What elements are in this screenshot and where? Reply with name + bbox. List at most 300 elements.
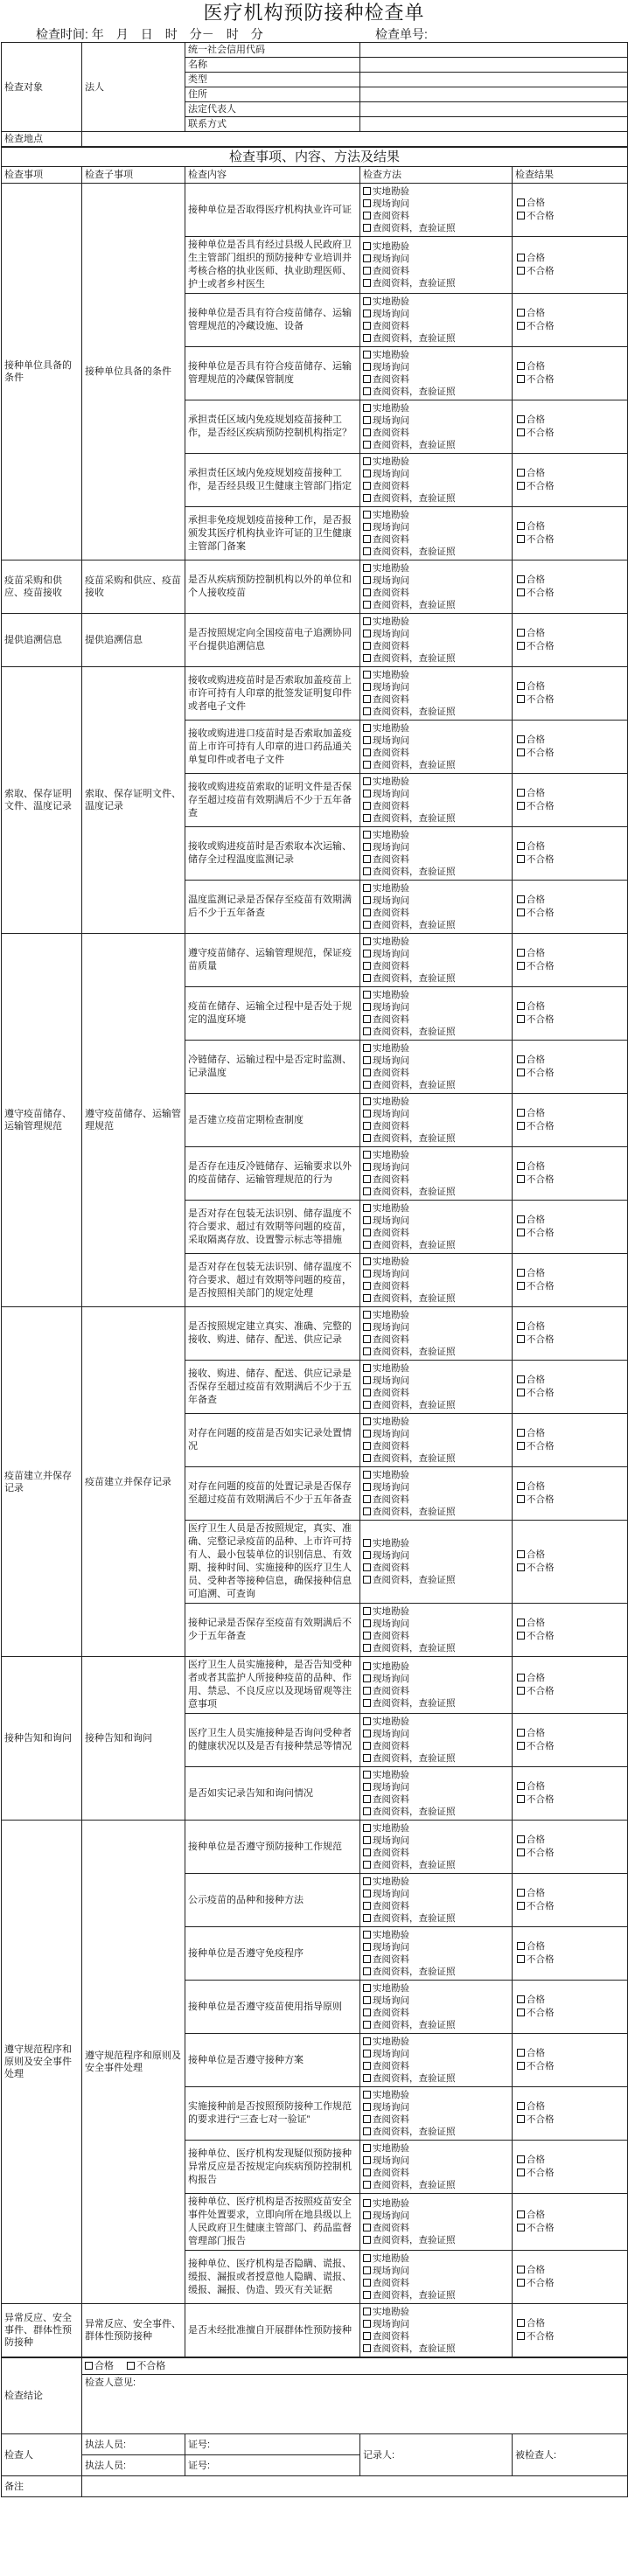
result-checkbox[interactable] bbox=[517, 428, 525, 436]
method-option[interactable] bbox=[363, 185, 509, 198]
result-checkbox[interactable] bbox=[517, 1495, 525, 1503]
method-checkbox[interactable] bbox=[363, 1216, 371, 1224]
method-checkbox[interactable] bbox=[363, 671, 371, 679]
method-option[interactable] bbox=[363, 1562, 509, 1574]
method-checkbox[interactable] bbox=[363, 867, 371, 875]
result-checkbox[interactable] bbox=[517, 1742, 525, 1750]
method-option[interactable] bbox=[363, 1362, 509, 1375]
result-option[interactable] bbox=[515, 2264, 625, 2277]
result-option[interactable] bbox=[515, 587, 625, 600]
method-option[interactable] bbox=[363, 1416, 509, 1428]
method-option[interactable] bbox=[363, 253, 509, 265]
method-option[interactable] bbox=[363, 693, 509, 706]
method-checkbox[interactable] bbox=[363, 1539, 371, 1547]
result-checkbox[interactable] bbox=[517, 1729, 525, 1737]
method-checkbox[interactable] bbox=[363, 1270, 371, 1278]
method-option[interactable] bbox=[363, 747, 509, 759]
result-option[interactable] bbox=[515, 1793, 625, 1807]
method-option[interactable] bbox=[363, 866, 509, 878]
result-checkbox[interactable] bbox=[517, 748, 525, 756]
method-checkbox[interactable] bbox=[363, 441, 371, 449]
result-option[interactable] bbox=[515, 1374, 625, 1387]
result-checkbox[interactable] bbox=[517, 1942, 525, 1950]
method-option[interactable] bbox=[363, 1096, 509, 1108]
result-option[interactable] bbox=[515, 2060, 625, 2073]
result-checkbox[interactable] bbox=[517, 1175, 525, 1183]
method-checkbox[interactable] bbox=[363, 1824, 371, 1832]
method-checkbox[interactable] bbox=[363, 1241, 371, 1249]
method-checkbox[interactable] bbox=[363, 1015, 371, 1023]
method-option[interactable] bbox=[363, 1055, 509, 1067]
method-checkbox[interactable] bbox=[363, 1495, 371, 1503]
result-option[interactable] bbox=[515, 2167, 625, 2180]
method-option[interactable] bbox=[363, 1186, 509, 1198]
method-checkbox[interactable] bbox=[363, 1836, 371, 1844]
method-checkbox[interactable] bbox=[363, 416, 371, 424]
method-checkbox[interactable] bbox=[363, 831, 371, 839]
method-option[interactable] bbox=[363, 2048, 509, 2060]
method-option[interactable] bbox=[363, 1173, 509, 1186]
result-option[interactable] bbox=[515, 1120, 625, 1133]
method-option[interactable] bbox=[363, 521, 509, 533]
method-checkbox[interactable] bbox=[363, 1742, 371, 1750]
method-checkbox[interactable] bbox=[363, 1717, 371, 1725]
method-option[interactable] bbox=[363, 2007, 509, 2019]
method-option[interactable] bbox=[363, 1292, 509, 1305]
method-option[interactable] bbox=[363, 1227, 509, 1239]
method-checkbox[interactable] bbox=[363, 404, 371, 412]
result-checkbox[interactable] bbox=[517, 1995, 525, 2003]
method-option[interactable] bbox=[363, 1888, 509, 1900]
method-checkbox[interactable] bbox=[363, 2156, 371, 2164]
method-option[interactable] bbox=[363, 1995, 509, 2007]
result-checkbox[interactable] bbox=[517, 1674, 525, 1681]
result-checkbox[interactable] bbox=[517, 254, 525, 261]
method-option[interactable] bbox=[363, 1452, 509, 1465]
method-option[interactable] bbox=[363, 1280, 509, 1292]
result-checkbox[interactable] bbox=[517, 2224, 525, 2231]
recorder[interactable]: 记录人: bbox=[360, 2434, 513, 2476]
method-option[interactable] bbox=[363, 1900, 509, 1912]
method-option[interactable] bbox=[363, 1549, 509, 1562]
method-checkbox[interactable] bbox=[363, 2009, 371, 2016]
result-option[interactable] bbox=[515, 252, 625, 265]
method-checkbox[interactable] bbox=[363, 547, 371, 555]
method-option[interactable] bbox=[363, 468, 509, 480]
method-checkbox[interactable] bbox=[363, 748, 371, 756]
method-checkbox[interactable] bbox=[363, 1151, 371, 1159]
method-checkbox[interactable] bbox=[363, 2279, 371, 2287]
method-option[interactable] bbox=[363, 373, 509, 386]
method-checkbox[interactable] bbox=[363, 909, 371, 916]
result-option[interactable] bbox=[515, 1320, 625, 1333]
result-option[interactable] bbox=[515, 2277, 625, 2290]
method-checkbox[interactable] bbox=[363, 1783, 371, 1791]
method-option[interactable] bbox=[363, 1375, 509, 1387]
result-option[interactable] bbox=[515, 1013, 625, 1027]
result-checkbox[interactable] bbox=[517, 842, 525, 850]
method-option[interactable] bbox=[363, 2101, 509, 2113]
method-option[interactable] bbox=[363, 853, 509, 866]
method-option[interactable] bbox=[363, 936, 509, 948]
result-option[interactable] bbox=[515, 907, 625, 920]
method-checkbox[interactable] bbox=[363, 855, 371, 863]
method-option[interactable] bbox=[363, 1215, 509, 1227]
method-option[interactable] bbox=[363, 1781, 509, 1793]
result-checkbox[interactable] bbox=[517, 1619, 525, 1626]
result-checkbox[interactable] bbox=[517, 1162, 525, 1170]
method-option[interactable] bbox=[363, 1752, 509, 1765]
result-option[interactable] bbox=[515, 1227, 625, 1240]
method-option[interactable] bbox=[363, 907, 509, 919]
method-option[interactable] bbox=[363, 1268, 509, 1280]
method-option[interactable] bbox=[363, 706, 509, 718]
method-option[interactable] bbox=[363, 1537, 509, 1549]
method-checkbox[interactable] bbox=[363, 1056, 371, 1064]
method-checkbox[interactable] bbox=[363, 2091, 371, 2099]
result-option[interactable] bbox=[515, 2113, 625, 2127]
result-option[interactable] bbox=[515, 2222, 625, 2235]
result-checkbox[interactable] bbox=[517, 1563, 525, 1571]
method-checkbox[interactable] bbox=[363, 457, 371, 465]
method-option[interactable] bbox=[363, 308, 509, 320]
result-option[interactable] bbox=[515, 1630, 625, 1643]
result-checkbox[interactable] bbox=[517, 949, 525, 957]
method-option[interactable] bbox=[363, 1346, 509, 1358]
object-field-value[interactable] bbox=[360, 43, 628, 58]
method-checkbox[interactable] bbox=[363, 1401, 371, 1409]
method-checkbox[interactable] bbox=[363, 1890, 371, 1897]
method-option[interactable] bbox=[363, 2072, 509, 2085]
method-checkbox[interactable] bbox=[363, 790, 371, 797]
method-option[interactable] bbox=[363, 509, 509, 521]
method-checkbox[interactable] bbox=[363, 1389, 371, 1396]
method-option[interactable] bbox=[363, 2060, 509, 2072]
method-checkbox[interactable] bbox=[363, 1687, 371, 1695]
object-field-value[interactable] bbox=[360, 102, 628, 117]
result-checkbox[interactable] bbox=[517, 2279, 525, 2287]
object-field-value[interactable] bbox=[360, 73, 628, 87]
result-option[interactable] bbox=[515, 1173, 625, 1187]
result-option[interactable] bbox=[515, 1493, 625, 1507]
method-option[interactable] bbox=[363, 895, 509, 907]
method-checkbox[interactable] bbox=[363, 896, 371, 904]
method-checkbox[interactable] bbox=[363, 777, 371, 785]
result-checkbox[interactable] bbox=[517, 1550, 525, 1558]
method-option[interactable] bbox=[363, 972, 509, 985]
method-checkbox[interactable] bbox=[363, 1644, 371, 1652]
result-checkbox[interactable] bbox=[517, 2169, 525, 2176]
result-option[interactable] bbox=[515, 640, 625, 653]
method-option[interactable] bbox=[363, 1026, 509, 1038]
result-option[interactable] bbox=[515, 320, 625, 333]
method-checkbox[interactable] bbox=[363, 1229, 371, 1236]
method-option[interactable] bbox=[363, 349, 509, 361]
method-checkbox[interactable] bbox=[363, 1069, 371, 1076]
method-checkbox[interactable] bbox=[363, 950, 371, 957]
method-checkbox[interactable] bbox=[363, 2144, 371, 2152]
method-option[interactable] bbox=[363, 1716, 509, 1728]
method-checkbox[interactable] bbox=[363, 736, 371, 744]
result-option[interactable] bbox=[515, 960, 625, 973]
method-option[interactable] bbox=[363, 1740, 509, 1752]
method-checkbox[interactable] bbox=[363, 724, 371, 732]
result-checkbox[interactable] bbox=[517, 682, 525, 690]
method-option[interactable] bbox=[363, 599, 509, 611]
method-checkbox[interactable] bbox=[363, 199, 371, 207]
method-option[interactable] bbox=[363, 2155, 509, 2167]
method-option[interactable] bbox=[363, 2019, 509, 2031]
method-option[interactable] bbox=[363, 776, 509, 788]
method-checkbox[interactable] bbox=[363, 310, 371, 317]
method-checkbox[interactable] bbox=[363, 884, 371, 892]
method-checkbox[interactable] bbox=[363, 1662, 371, 1670]
method-checkbox[interactable] bbox=[363, 630, 371, 637]
method-option[interactable] bbox=[363, 320, 509, 332]
result-checkbox[interactable] bbox=[517, 1215, 525, 1223]
method-checkbox[interactable] bbox=[363, 1335, 371, 1343]
method-checkbox[interactable] bbox=[363, 1187, 371, 1195]
method-option[interactable] bbox=[363, 1941, 509, 1953]
method-checkbox[interactable] bbox=[363, 1163, 371, 1171]
method-option[interactable] bbox=[363, 1256, 509, 1268]
object-field-value[interactable] bbox=[360, 58, 628, 73]
method-option[interactable] bbox=[363, 1333, 509, 1346]
method-checkbox[interactable] bbox=[363, 991, 371, 999]
method-option[interactable] bbox=[363, 492, 509, 505]
method-checkbox[interactable] bbox=[363, 1996, 371, 2004]
result-option[interactable] bbox=[515, 1780, 625, 1793]
method-checkbox[interactable] bbox=[363, 387, 371, 395]
method-checkbox[interactable] bbox=[363, 470, 371, 477]
result-checkbox[interactable] bbox=[517, 1389, 525, 1396]
method-checkbox[interactable] bbox=[363, 921, 371, 929]
result-checkbox[interactable] bbox=[517, 362, 525, 370]
result-option[interactable] bbox=[515, 894, 625, 907]
result-checkbox[interactable] bbox=[517, 962, 525, 970]
result-checkbox[interactable] bbox=[517, 1795, 525, 1803]
result-option[interactable] bbox=[515, 1267, 625, 1280]
enforcer-1[interactable]: 执法人员: bbox=[82, 2434, 185, 2455]
result-checkbox[interactable] bbox=[517, 1282, 525, 1290]
method-checkbox[interactable] bbox=[363, 2211, 371, 2219]
method-checkbox[interactable] bbox=[363, 1576, 371, 1584]
result-checkbox[interactable] bbox=[517, 629, 525, 637]
result-checkbox[interactable] bbox=[517, 642, 525, 650]
method-option[interactable] bbox=[363, 2318, 509, 2330]
method-option[interactable] bbox=[363, 1013, 509, 1026]
result-checkbox[interactable] bbox=[517, 1632, 525, 1640]
method-option[interactable] bbox=[363, 1605, 509, 1618]
result-checkbox[interactable] bbox=[517, 322, 525, 330]
result-checkbox[interactable] bbox=[517, 535, 525, 543]
method-option[interactable] bbox=[363, 652, 509, 665]
method-checkbox[interactable] bbox=[363, 1674, 371, 1682]
method-checkbox[interactable] bbox=[363, 576, 371, 584]
method-checkbox[interactable] bbox=[363, 2320, 371, 2328]
method-checkbox[interactable] bbox=[363, 695, 371, 703]
result-option[interactable] bbox=[515, 1847, 625, 1860]
method-option[interactable] bbox=[363, 210, 509, 222]
method-checkbox[interactable] bbox=[363, 1563, 371, 1571]
method-checkbox[interactable] bbox=[363, 1955, 371, 1963]
result-option[interactable] bbox=[515, 1427, 625, 1440]
method-option[interactable] bbox=[363, 2265, 509, 2277]
method-checkbox[interactable] bbox=[363, 212, 371, 219]
method-option[interactable] bbox=[363, 1149, 509, 1161]
result-checkbox[interactable] bbox=[517, 2062, 525, 2070]
result-option[interactable] bbox=[515, 1387, 625, 1400]
result-option[interactable] bbox=[515, 1549, 625, 1562]
method-checkbox[interactable] bbox=[363, 2062, 371, 2070]
method-checkbox[interactable] bbox=[363, 2332, 371, 2340]
method-checkbox[interactable] bbox=[363, 1097, 371, 1105]
result-option[interactable] bbox=[515, 1727, 625, 1740]
method-option[interactable] bbox=[363, 759, 509, 771]
method-option[interactable] bbox=[363, 681, 509, 693]
method-checkbox[interactable] bbox=[363, 1454, 371, 1462]
method-option[interactable] bbox=[363, 1618, 509, 1630]
result-option[interactable] bbox=[515, 680, 625, 693]
inspected-party[interactable]: 被检查人: bbox=[513, 2434, 628, 2476]
result-checkbox[interactable] bbox=[517, 1269, 525, 1277]
method-option[interactable] bbox=[363, 198, 509, 210]
object-field-value[interactable] bbox=[360, 87, 628, 102]
method-option[interactable] bbox=[363, 2289, 509, 2301]
result-checkbox[interactable] bbox=[517, 1335, 525, 1343]
method-checkbox[interactable] bbox=[363, 1699, 371, 1707]
method-option[interactable] bbox=[363, 2234, 509, 2246]
result-option[interactable] bbox=[515, 787, 625, 800]
result-checkbox[interactable] bbox=[517, 735, 525, 743]
conclusion-fail-checkbox[interactable] bbox=[127, 2362, 135, 2370]
method-checkbox[interactable] bbox=[363, 2254, 371, 2262]
method-checkbox[interactable] bbox=[363, 1943, 371, 1951]
result-option[interactable] bbox=[515, 1160, 625, 1173]
method-option[interactable] bbox=[363, 841, 509, 853]
method-checkbox[interactable] bbox=[363, 2266, 371, 2274]
method-checkbox[interactable] bbox=[363, 187, 371, 195]
method-option[interactable] bbox=[363, 1697, 509, 1709]
method-checkbox[interactable] bbox=[363, 1376, 371, 1384]
method-option[interactable] bbox=[363, 812, 509, 825]
result-checkbox[interactable] bbox=[517, 1482, 525, 1490]
inspector-opinion[interactable]: 检查人意见: bbox=[82, 2375, 628, 2434]
method-option[interactable] bbox=[363, 1793, 509, 1806]
method-option[interactable] bbox=[363, 1859, 509, 1871]
method-option[interactable] bbox=[363, 1067, 509, 1079]
result-option[interactable] bbox=[515, 373, 625, 386]
method-checkbox[interactable] bbox=[363, 1632, 371, 1640]
method-checkbox[interactable] bbox=[363, 1442, 371, 1450]
method-option[interactable] bbox=[363, 1876, 509, 1888]
method-option[interactable] bbox=[363, 1728, 509, 1740]
method-checkbox[interactable] bbox=[363, 428, 371, 436]
result-option[interactable] bbox=[515, 480, 625, 493]
method-option[interactable] bbox=[363, 439, 509, 451]
method-option[interactable] bbox=[363, 533, 509, 546]
result-option[interactable] bbox=[515, 2209, 625, 2222]
method-option[interactable] bbox=[363, 1673, 509, 1685]
result-option[interactable] bbox=[515, 1740, 625, 1753]
method-checkbox[interactable] bbox=[363, 1877, 371, 1885]
result-checkbox[interactable] bbox=[517, 1429, 525, 1437]
method-checkbox[interactable] bbox=[363, 2169, 371, 2176]
method-checkbox[interactable] bbox=[363, 279, 371, 287]
method-checkbox[interactable] bbox=[363, 1471, 371, 1479]
method-option[interactable] bbox=[363, 628, 509, 640]
method-checkbox[interactable] bbox=[363, 814, 371, 822]
method-option[interactable] bbox=[363, 1469, 509, 1481]
method-option[interactable] bbox=[363, 1953, 509, 1966]
method-option[interactable] bbox=[363, 2277, 509, 2289]
result-checkbox[interactable] bbox=[517, 1687, 525, 1695]
method-checkbox[interactable] bbox=[363, 482, 371, 490]
method-checkbox[interactable] bbox=[363, 843, 371, 851]
method-checkbox[interactable] bbox=[363, 2344, 371, 2352]
result-checkbox[interactable] bbox=[517, 482, 525, 490]
result-option[interactable] bbox=[515, 1834, 625, 1847]
result-option[interactable] bbox=[515, 1214, 625, 1227]
result-option[interactable] bbox=[515, 840, 625, 853]
result-checkbox[interactable] bbox=[517, 802, 525, 810]
method-checkbox[interactable] bbox=[363, 1754, 371, 1762]
method-option[interactable] bbox=[363, 2343, 509, 2355]
method-checkbox[interactable] bbox=[363, 1483, 371, 1491]
method-checkbox[interactable] bbox=[363, 1323, 371, 1331]
method-option[interactable] bbox=[363, 829, 509, 841]
method-checkbox[interactable] bbox=[363, 1257, 371, 1265]
result-option[interactable] bbox=[515, 1562, 625, 1575]
method-option[interactable] bbox=[363, 277, 509, 289]
method-checkbox[interactable] bbox=[363, 2224, 371, 2231]
method-checkbox[interactable] bbox=[363, 297, 371, 305]
method-checkbox[interactable] bbox=[363, 1110, 371, 1117]
method-option[interactable] bbox=[363, 616, 509, 628]
conclusion-pass-checkbox[interactable] bbox=[85, 2362, 93, 2370]
result-checkbox[interactable] bbox=[517, 1889, 525, 1897]
result-option[interactable] bbox=[515, 800, 625, 813]
method-checkbox[interactable] bbox=[363, 2308, 371, 2315]
method-option[interactable] bbox=[363, 2089, 509, 2101]
result-checkbox[interactable] bbox=[517, 1122, 525, 1130]
result-checkbox[interactable] bbox=[517, 1055, 525, 1063]
method-checkbox[interactable] bbox=[363, 2236, 371, 2244]
method-option[interactable] bbox=[363, 1642, 509, 1654]
method-checkbox[interactable] bbox=[363, 1607, 371, 1615]
method-checkbox[interactable] bbox=[363, 267, 371, 275]
enforcer-2[interactable]: 执法人员: bbox=[82, 2455, 185, 2476]
result-option[interactable] bbox=[515, 853, 625, 867]
method-checkbox[interactable] bbox=[363, 1967, 371, 1975]
result-checkbox[interactable] bbox=[517, 2049, 525, 2057]
method-option[interactable] bbox=[363, 1001, 509, 1013]
method-option[interactable] bbox=[363, 1042, 509, 1055]
result-checkbox[interactable] bbox=[517, 522, 525, 530]
method-checkbox[interactable] bbox=[363, 1914, 371, 1922]
result-option[interactable] bbox=[515, 747, 625, 760]
method-checkbox[interactable] bbox=[363, 1430, 371, 1438]
method-checkbox[interactable] bbox=[363, 1204, 371, 1212]
method-option[interactable] bbox=[363, 1769, 509, 1781]
method-option[interactable] bbox=[363, 1685, 509, 1697]
method-option[interactable] bbox=[363, 587, 509, 599]
result-checkbox[interactable] bbox=[517, 1848, 525, 1856]
method-option[interactable] bbox=[363, 1493, 509, 1506]
method-checkbox[interactable] bbox=[363, 683, 371, 691]
method-checkbox[interactable] bbox=[363, 1311, 371, 1319]
result-checkbox[interactable] bbox=[517, 1375, 525, 1383]
